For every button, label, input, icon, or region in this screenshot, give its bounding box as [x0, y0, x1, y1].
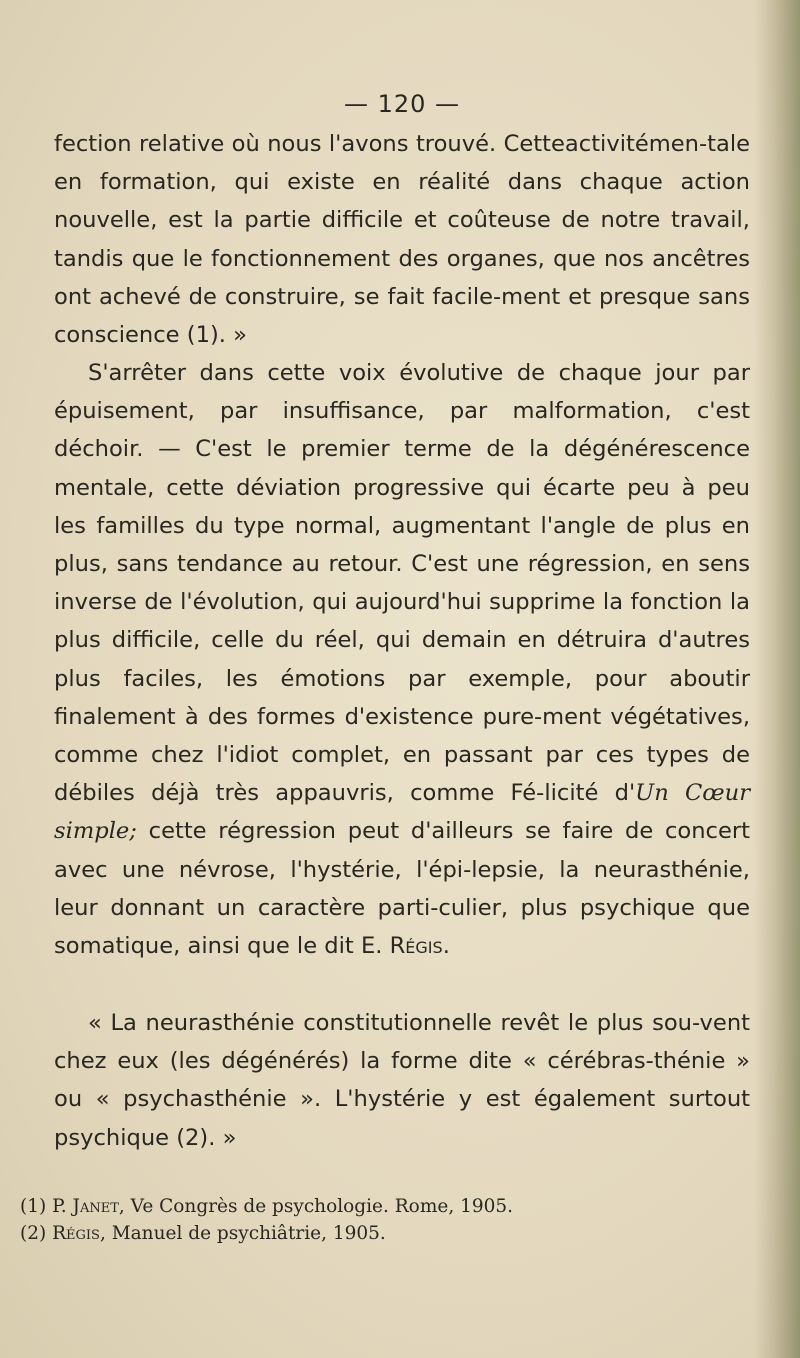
- author-regis: Régis: [389, 933, 443, 960]
- footnote-1: [20, 1193, 720, 1220]
- paragraph-2-text-a: S'arrêter dans cette voix évolutive de chaque jour par épuisement, par insuffisance, par malformation, c'est déchoir. — C'est le premier terme de la dégénérescence mentale, cette déviation progressive qui écarte peu à peu les familles du type normal, augmentant l'angle de plus en plus, sans tendance au retour. C'est une régression, en sens inverse de l'évolution, qui aujourd'hui supprime la fonction la plus difficile, celle du réel, qui demain en détruira d'autres plus faciles, les émotions par exemple, pour aboutir finalement à des formes d'existence pure-ment végétatives, comme chez l'idiot complet, en passant par ces types de débiles déjà très appauvris, comme Fé-licité d': [54, 360, 750, 807]
- footnote-2-text: , Manuel de psychiâtrie, 1905.: [99, 1223, 386, 1244]
- footnotes: [20, 1193, 720, 1247]
- footnote-2-author: Régis: [52, 1223, 100, 1244]
- paragraph-1: fection relative où nous l'avons trouvé. Cetteactivitémen-tale en formation, qui existe en réalité dans chaque action nouvelle, est la partie difficile et coûteuse de notre travail, tandis que le fonctionnement des organes, que nos ancêtres ont achevé de construire, se fait facile-ment et presque sans conscience (1). »: [54, 131, 750, 349]
- paragraph-2-text-b: cette régression peut d'ailleurs se faire de concert avec une névrose, l'hystérie, l'épi-lepsie, la neurasthénie, leur donnant un caractère parti-culier, plus psychique que somatique, ainsi que le dit E.: [54, 818, 750, 960]
- footnote-1-author: Janet: [72, 1196, 119, 1217]
- page-number: — 120 —: [343, 90, 461, 118]
- book-title-italic: Un Cœur simple;: [54, 780, 750, 845]
- footnote-1-marker: (1) P.: [20, 1196, 73, 1217]
- footnote-2: [20, 1220, 720, 1247]
- paragraph-3: « La neurasthénie constitutionnelle revêt le plus sou-vent chez eux (les dégénérés) la forme dite « cérébras-thénie » ou « psychasthénie ». L'hystérie y est également surtout psychique (2). »: [54, 1010, 750, 1151]
- footnote-2-marker: (2): [20, 1223, 53, 1244]
- page-edge-shadow: [754, 0, 800, 1358]
- paragraph-2: [54, 354, 750, 965]
- footnote-1-text: , Ve Congrès de psychologie. Rome, 1905.: [118, 1196, 514, 1217]
- paragraph-2-end: .: [442, 933, 450, 960]
